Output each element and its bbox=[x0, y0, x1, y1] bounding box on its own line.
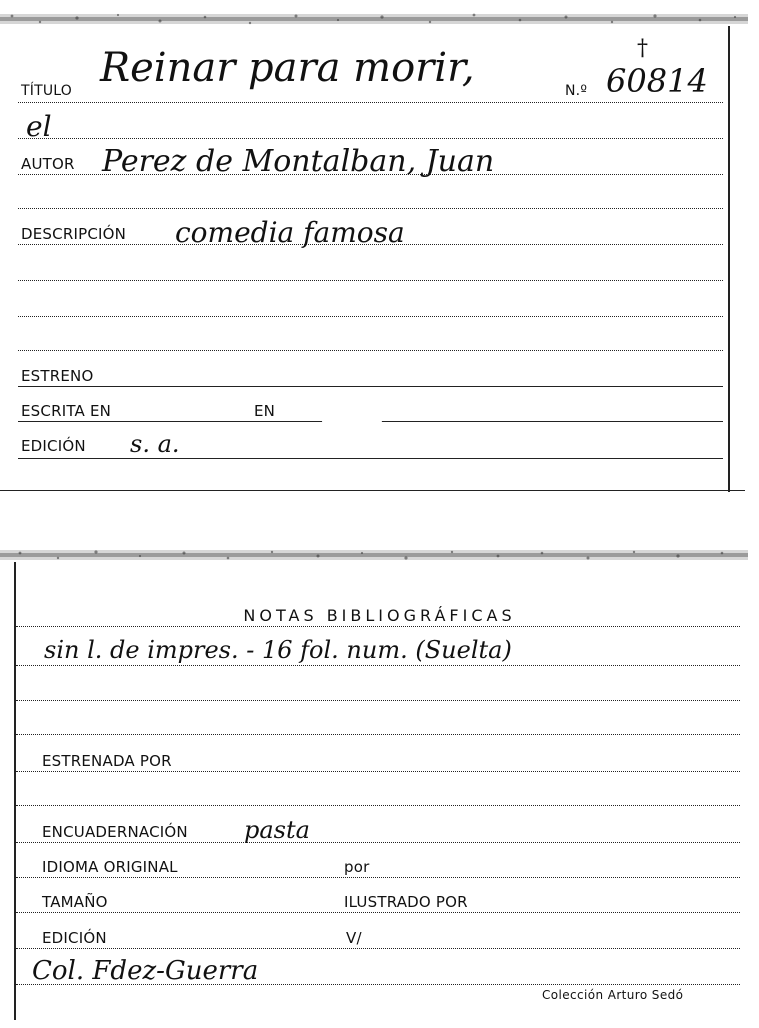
tamano-label: TAMAÑO bbox=[42, 893, 108, 911]
edicion-label: EDICIÓN bbox=[21, 437, 86, 455]
blank-rule-4 bbox=[18, 350, 723, 351]
notas-heading-rule bbox=[16, 626, 740, 627]
estreno-rule bbox=[18, 386, 723, 387]
estrenada-por-label: ESTRENADA POR bbox=[42, 752, 172, 770]
autor-rule bbox=[18, 174, 723, 175]
edicion-value: s. a. bbox=[130, 430, 180, 458]
top-card-bottom-edge bbox=[0, 490, 745, 491]
edicion-rule bbox=[18, 458, 723, 459]
descripcion-value: comedia famosa bbox=[175, 216, 405, 249]
encuadernacion-label: ENCUADERNACIÓN bbox=[42, 823, 188, 841]
v-label: V/ bbox=[346, 929, 362, 947]
ilustrado-por-label: ILUSTRADO POR bbox=[344, 893, 468, 911]
idioma-original-label: IDIOMA ORIGINAL bbox=[42, 858, 178, 876]
encuadernacion-value: pasta bbox=[244, 816, 310, 844]
idioma-rule bbox=[16, 877, 740, 878]
estrenada-rule bbox=[16, 771, 740, 772]
blank-rule-5 bbox=[16, 805, 740, 806]
por-label: por bbox=[344, 858, 370, 876]
notas-value: sin l. de impres. - 16 fol. num. (Suelta) bbox=[44, 636, 512, 664]
descripcion-label: DESCRIPCIÓN bbox=[21, 225, 127, 243]
en-label: EN bbox=[254, 402, 276, 420]
top-catalog-card bbox=[0, 0, 759, 495]
estreno-label: ESTRENO bbox=[21, 367, 94, 385]
bottom-catalog-card bbox=[0, 540, 759, 1028]
coleccion-handwritten: Col. Fdez-Guerra bbox=[32, 956, 259, 986]
blank-rule-3 bbox=[18, 316, 723, 317]
top-card-right-border bbox=[728, 26, 730, 492]
coleccion-rule bbox=[16, 984, 740, 985]
bottom-card-left-border bbox=[14, 562, 16, 1020]
notas-rule-1 bbox=[16, 665, 740, 666]
blank-rule-1 bbox=[18, 208, 723, 209]
coleccion-stamp: Colección Arturo Sedó bbox=[542, 988, 684, 1002]
notas-rule-3 bbox=[16, 734, 740, 735]
titulo-rule bbox=[18, 102, 723, 103]
top-card-edge-texture bbox=[0, 8, 748, 30]
notas-heading: NOTAS BIBLIOGRÁFICAS bbox=[243, 606, 516, 625]
titulo-label: TÍTULO bbox=[21, 83, 72, 99]
tamano-rule bbox=[16, 912, 740, 913]
numero-value: 60814 bbox=[606, 62, 708, 100]
articulo-value: el bbox=[26, 110, 52, 143]
blank-rule-2 bbox=[18, 280, 723, 281]
numero-mark: † bbox=[637, 36, 648, 61]
encuadernacion-rule bbox=[16, 842, 740, 843]
autor-label: AUTOR bbox=[21, 155, 75, 173]
autor-value: Perez de Montalban, Juan bbox=[102, 144, 495, 179]
numero-label: N.º bbox=[565, 83, 588, 99]
paper-blot bbox=[322, 400, 382, 446]
bottom-card-edge-texture bbox=[0, 544, 748, 566]
titulo-value: Reinar para morir, bbox=[100, 45, 475, 91]
bottom-edicion-rule bbox=[16, 948, 740, 949]
descripcion-rule bbox=[18, 244, 723, 245]
articulo-rule bbox=[18, 138, 723, 139]
bottom-edicion-label: EDICIÓN bbox=[42, 929, 107, 947]
escrita-en-label: ESCRITA EN bbox=[21, 402, 112, 420]
notas-rule-2 bbox=[16, 700, 740, 701]
